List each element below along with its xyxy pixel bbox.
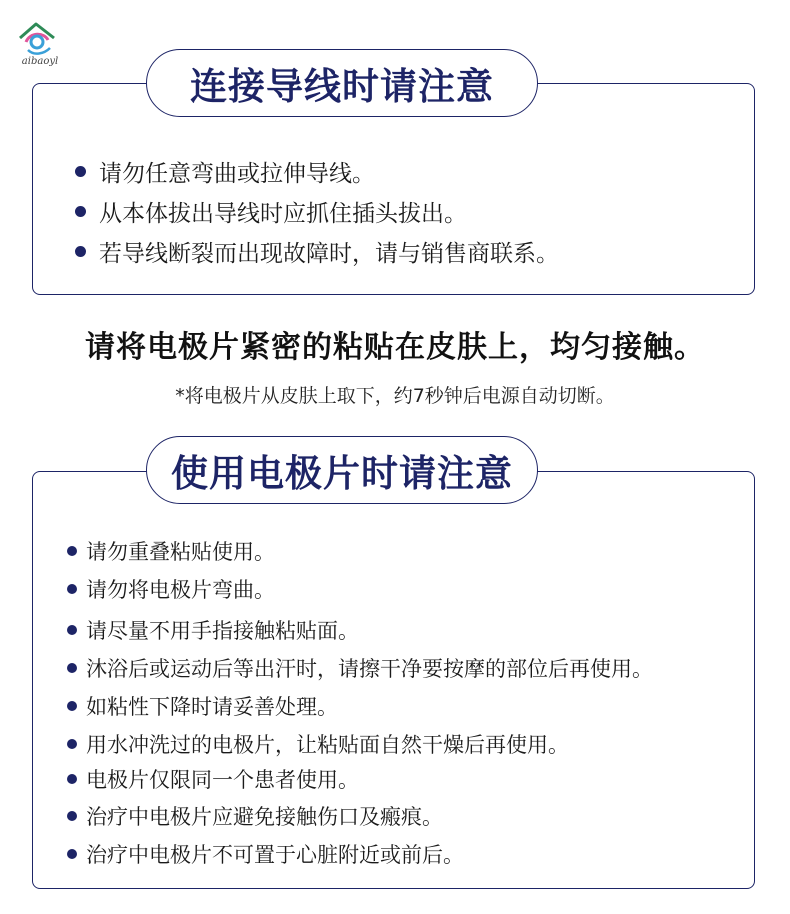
electrode-notice-title — [146, 436, 538, 504]
page-headline: 请将电极片紧密的粘贴在皮肤上，均匀接触。 — [85, 330, 705, 365]
bullet-icon — [75, 246, 86, 257]
list-item — [67, 764, 359, 794]
list-item — [67, 801, 443, 831]
bullet-icon — [67, 739, 77, 749]
list-item — [75, 196, 467, 226]
bullet-icon — [75, 166, 86, 177]
section-title-text: 使用电极片时请注意 — [171, 452, 513, 495]
list-item-text: 治疗中电极片不可置于心脏附近或前后。 — [86, 843, 464, 867]
logo-text: aibaoyl — [21, 56, 59, 67]
list-item — [67, 574, 275, 604]
bullet-icon — [67, 811, 77, 821]
bullet-icon — [67, 625, 77, 635]
electrode-notice-panel — [32, 471, 755, 889]
bullet-icon — [67, 701, 77, 711]
list-item-text: 若导线断裂而出现故障时，请与销售商联系。 — [99, 240, 559, 267]
bullet-icon — [67, 663, 77, 673]
list-item — [67, 729, 569, 759]
bullet-icon — [75, 206, 86, 217]
brand-logo — [10, 20, 64, 70]
auto-off-note: *将电极片从皮肤上取下，约7秒钟后电源自动切断。 — [175, 385, 615, 407]
list-item-text: 请尽量不用手指接触粘贴面。 — [86, 619, 359, 643]
list-item — [67, 691, 338, 721]
list-item-text: 从本体拔出导线时应抓住插头拔出。 — [99, 200, 467, 227]
bullet-icon — [67, 546, 77, 556]
list-item-text: 请勿任意弯曲或拉伸导线。 — [99, 160, 375, 187]
list-item — [67, 615, 359, 645]
list-item-text: 沐浴后或运动后等出汗时，请擦干净要按摩的部位后再使用。 — [86, 657, 653, 681]
wire-notice-title — [146, 49, 538, 117]
list-item — [67, 536, 275, 566]
list-item — [75, 156, 375, 186]
list-item — [67, 653, 653, 683]
bullet-icon — [67, 774, 77, 784]
bullet-icon — [67, 584, 77, 594]
list-item — [75, 236, 559, 266]
logo-mark-icon — [14, 20, 60, 58]
list-item — [67, 839, 464, 869]
list-item-text: 治疗中电极片应避免接触伤口及瘢痕。 — [86, 805, 443, 829]
section-title-text: 连接导线时请注意 — [190, 65, 494, 108]
list-item-text: 用水冲洗过的电极片，让粘贴面自然干燥后再使用。 — [86, 733, 569, 757]
bullet-icon — [67, 849, 77, 859]
list-item-text: 请勿重叠粘贴使用。 — [86, 540, 275, 564]
list-item-text: 请勿将电极片弯曲。 — [86, 578, 275, 602]
list-item-text: 如粘性下降时请妥善处理。 — [86, 695, 338, 719]
list-item-text: 电极片仅限同一个患者使用。 — [86, 768, 359, 792]
